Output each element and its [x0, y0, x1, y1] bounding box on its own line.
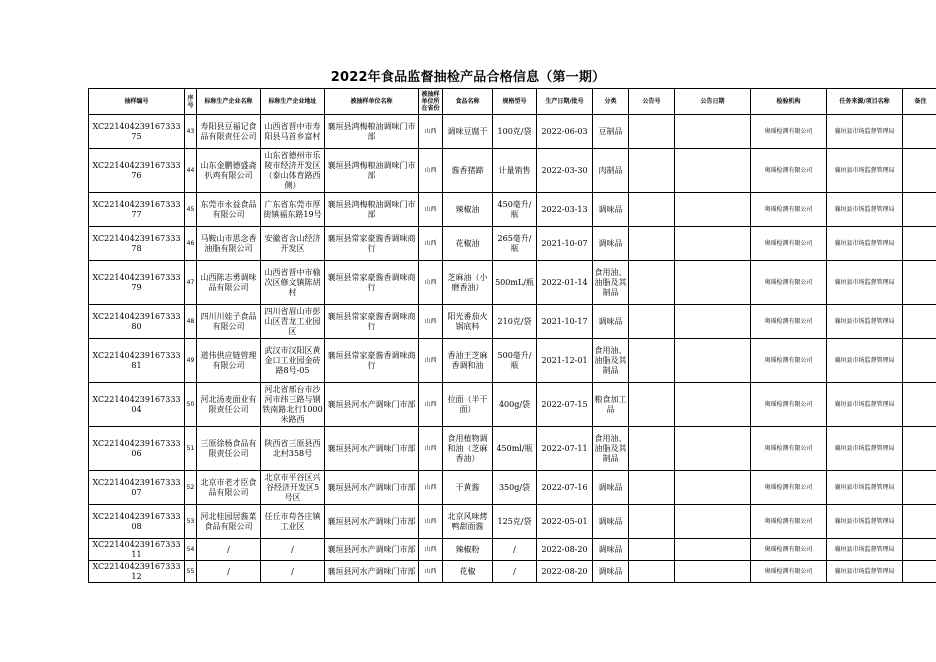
cell-food-name: 辣椒粉: [443, 539, 493, 561]
cell-category: 调味品: [593, 193, 629, 227]
cell-date: 2022-08-20: [537, 539, 593, 561]
table-row: [89, 471, 936, 505]
cell-address: 河北省邢台市沙河市纬三路与钢铁南路北行1000米路西: [261, 383, 325, 427]
cell-notice-no: [629, 505, 675, 539]
cell-spec: 125克/袋: [493, 505, 537, 539]
cell-remark: [903, 193, 936, 227]
cell-notice-date: [675, 539, 751, 561]
cell-address: /: [261, 539, 325, 561]
cell-date: 2022-05-01: [537, 505, 593, 539]
cell-notice-date: [675, 227, 751, 261]
cell-food-name: 阳光番茄火锅底料: [443, 305, 493, 339]
cell-province: 山西: [419, 539, 443, 561]
cell-task-source: 襄垣县市场监督管理局: [827, 305, 903, 339]
cell-lab: 奥瑶检测有限公司: [751, 261, 827, 305]
cell-date: 2022-07-11: [537, 427, 593, 471]
cell-category: 食用油、油脂及其制品: [593, 339, 629, 383]
cell-sampled-unit: 襄垣县常家豪酱香调味商行: [325, 305, 419, 339]
cell-date: 2021-10-07: [537, 227, 593, 261]
table-row: [89, 339, 936, 383]
cell-sampled-unit: 襄垣县常家豪酱香调味商行: [325, 227, 419, 261]
cell-remark: [903, 427, 936, 471]
cell-notice-no: [629, 383, 675, 427]
inspection-table: [88, 88, 936, 583]
cell-address: /: [261, 561, 325, 583]
cell-category: 粮食加工品: [593, 383, 629, 427]
cell-company: 河北桂园居酱菜食品有限公司: [197, 505, 261, 539]
header-notice-no: 公告号: [629, 89, 675, 115]
cell-category: 食用油、油脂及其制品: [593, 261, 629, 305]
header-spec: 规格型号: [493, 89, 537, 115]
cell-address: 广东省东莞市厚街镇福东路19号: [261, 193, 325, 227]
cell-province: 山西: [419, 261, 443, 305]
cell-company: 寿阳县豆福记食品有限责任公司: [197, 115, 261, 149]
header-remark: 备注: [903, 89, 936, 115]
cell-sampled-unit: 襄垣县鸿梅粮油调味门市部: [325, 115, 419, 149]
cell-task-source: 襄垣县市场监督管理局: [827, 261, 903, 305]
table-row: [89, 193, 936, 227]
cell-remark: [903, 539, 936, 561]
cell-province: 山西: [419, 383, 443, 427]
cell-notice-no: [629, 427, 675, 471]
cell-remark: [903, 339, 936, 383]
header-address: 标称生产企业地址: [261, 89, 325, 115]
cell-sample-id: XC22140423916733312: [89, 561, 185, 583]
header-date: 生产日期/批号: [537, 89, 593, 115]
cell-lab: 奥瑶检测有限公司: [751, 305, 827, 339]
cell-notice-date: [675, 339, 751, 383]
cell-seq: 48: [185, 305, 197, 339]
cell-lab: 奥瑶检测有限公司: [751, 227, 827, 261]
table-row: [89, 561, 936, 583]
cell-sampled-unit: 襄垣县河水产调味门市部: [325, 505, 419, 539]
cell-spec: 210克/袋: [493, 305, 537, 339]
cell-category: 调味品: [593, 561, 629, 583]
cell-food-name: 干黄酱: [443, 471, 493, 505]
cell-seq: 45: [185, 193, 197, 227]
cell-sample-id: XC22140423916733381: [89, 339, 185, 383]
cell-sample-id: XC22140423916733308: [89, 505, 185, 539]
cell-food-name: 辣椒油: [443, 193, 493, 227]
cell-category: 调味品: [593, 471, 629, 505]
cell-province: 山西: [419, 193, 443, 227]
header-category: 分类: [593, 89, 629, 115]
cell-notice-no: [629, 539, 675, 561]
cell-notice-no: [629, 339, 675, 383]
cell-date: 2022-07-16: [537, 471, 593, 505]
cell-notice-no: [629, 305, 675, 339]
cell-company: /: [197, 539, 261, 561]
cell-notice-date: [675, 427, 751, 471]
cell-date: 2022-08-20: [537, 561, 593, 583]
cell-seq: 47: [185, 261, 197, 305]
table-row: [89, 149, 936, 193]
cell-task-source: 襄垣县市场监督管理局: [827, 149, 903, 193]
cell-date: 2022-06-03: [537, 115, 593, 149]
cell-food-name: 拉面（半干面）: [443, 383, 493, 427]
cell-sampled-unit: 襄垣县河水产调味门市部: [325, 561, 419, 583]
cell-address: 山西省晋中市榆次区修文镇陈胡村: [261, 261, 325, 305]
cell-address: 安徽省含山经济开发区: [261, 227, 325, 261]
cell-category: 调味品: [593, 227, 629, 261]
cell-category: 豆制品: [593, 115, 629, 149]
cell-address: 四川省眉山市彭山区青龙工业园区: [261, 305, 325, 339]
cell-address: 山东省德州市乐陵市经济开发区（泰山体育路西侧）: [261, 149, 325, 193]
cell-food-name: 调味豆腐干: [443, 115, 493, 149]
cell-sample-id: XC22140423916733376: [89, 149, 185, 193]
cell-province: 山西: [419, 427, 443, 471]
cell-spec: 400g/袋: [493, 383, 537, 427]
cell-notice-no: [629, 471, 675, 505]
cell-address: 陕西省三原县西北村358号: [261, 427, 325, 471]
cell-sample-id: XC22140423916733378: [89, 227, 185, 261]
cell-lab: 奥瑶检测有限公司: [751, 561, 827, 583]
cell-sample-id: XC22140423916733375: [89, 115, 185, 149]
header-lab: 检验机构: [751, 89, 827, 115]
cell-remark: [903, 261, 936, 305]
cell-company: /: [197, 561, 261, 583]
cell-seq: 53: [185, 505, 197, 539]
cell-task-source: 襄垣县市场监督管理局: [827, 561, 903, 583]
cell-sample-id: XC22140423916733377: [89, 193, 185, 227]
cell-notice-date: [675, 383, 751, 427]
table-row: [89, 227, 936, 261]
cell-sample-id: XC22140423916733304: [89, 383, 185, 427]
cell-spec: 350g/袋: [493, 471, 537, 505]
cell-sample-id: XC22140423916733380: [89, 305, 185, 339]
cell-sampled-unit: 襄垣县常家豪酱香调味商行: [325, 261, 419, 305]
cell-seq: 50: [185, 383, 197, 427]
cell-spec: 计量销售: [493, 149, 537, 193]
cell-province: 山西: [419, 339, 443, 383]
cell-lab: 奥瑶检测有限公司: [751, 539, 827, 561]
cell-notice-date: [675, 261, 751, 305]
cell-seq: 55: [185, 561, 197, 583]
cell-seq: 46: [185, 227, 197, 261]
cell-lab: 奥瑶检测有限公司: [751, 339, 827, 383]
cell-date: 2021-10-17: [537, 305, 593, 339]
cell-notice-date: [675, 193, 751, 227]
header-notice-date: 公告日期: [675, 89, 751, 115]
cell-category: 肉制品: [593, 149, 629, 193]
cell-lab: 奥瑶检测有限公司: [751, 427, 827, 471]
document-title: 2022年食品监督抽检产品合格信息（第一期）: [330, 70, 606, 85]
cell-category: 调味品: [593, 505, 629, 539]
cell-sampled-unit: 襄垣县河水产调味门市部: [325, 471, 419, 505]
cell-task-source: 襄垣县市场监督管理局: [827, 115, 903, 149]
table-row: [89, 305, 936, 339]
cell-spec: 265毫升/瓶: [493, 227, 537, 261]
cell-notice-no: [629, 115, 675, 149]
table-row: [89, 261, 936, 305]
cell-remark: [903, 383, 936, 427]
cell-province: 山西: [419, 471, 443, 505]
cell-sampled-unit: 襄垣县鸿梅粮油调味门市部: [325, 149, 419, 193]
cell-task-source: 襄垣县市场监督管理局: [827, 471, 903, 505]
table-row: [89, 505, 936, 539]
cell-remark: [903, 505, 936, 539]
cell-task-source: 襄垣县市场监督管理局: [827, 505, 903, 539]
header-food-name: 食品名称: [443, 89, 493, 115]
cell-sample-id: XC22140423916733306: [89, 427, 185, 471]
cell-address: 任丘市苟各庄镇工业区: [261, 505, 325, 539]
cell-lab: 奥瑶检测有限公司: [751, 471, 827, 505]
cell-province: 山西: [419, 115, 443, 149]
cell-spec: 450ml/瓶: [493, 427, 537, 471]
cell-food-name: 花椒油: [443, 227, 493, 261]
cell-notice-date: [675, 471, 751, 505]
cell-province: 山西: [419, 227, 443, 261]
cell-company: 四川川娃子食品有限公司: [197, 305, 261, 339]
table-row: [89, 539, 936, 561]
cell-company: 河北汤麦面业有限责任公司: [197, 383, 261, 427]
cell-spec: /: [493, 561, 537, 583]
cell-seq: 43: [185, 115, 197, 149]
cell-remark: [903, 149, 936, 193]
cell-seq: 51: [185, 427, 197, 471]
table-row: [89, 115, 936, 149]
table-row: [89, 427, 936, 471]
cell-spec: 450毫升/瓶: [493, 193, 537, 227]
cell-food-name: 花椒: [443, 561, 493, 583]
cell-lab: 奥瑶检测有限公司: [751, 505, 827, 539]
cell-company: 道伟供应链管理有限公司: [197, 339, 261, 383]
cell-food-name: 酱香猪蹄: [443, 149, 493, 193]
cell-task-source: 襄垣县市场监督管理局: [827, 193, 903, 227]
cell-notice-no: [629, 193, 675, 227]
cell-province: 山西: [419, 305, 443, 339]
cell-notice-date: [675, 561, 751, 583]
cell-sample-id: XC22140423916733307: [89, 471, 185, 505]
cell-sampled-unit: 襄垣县河水产调味门市部: [325, 427, 419, 471]
cell-notice-date: [675, 505, 751, 539]
cell-task-source: 襄垣县市场监督管理局: [827, 383, 903, 427]
cell-notice-date: [675, 305, 751, 339]
cell-date: 2021-12-01: [537, 339, 593, 383]
cell-company: 北京市老才臣食品有限公司: [197, 471, 261, 505]
cell-notice-date: [675, 149, 751, 193]
cell-remark: [903, 471, 936, 505]
cell-province: 山西: [419, 561, 443, 583]
cell-lab: 奥瑶检测有限公司: [751, 383, 827, 427]
cell-remark: [903, 115, 936, 149]
cell-notice-no: [629, 149, 675, 193]
header-sampled-unit: 被抽样单位名称: [325, 89, 419, 115]
cell-seq: 49: [185, 339, 197, 383]
cell-task-source: 襄垣县市场监督管理局: [827, 339, 903, 383]
cell-task-source: 襄垣县市场监督管理局: [827, 427, 903, 471]
cell-seq: 54: [185, 539, 197, 561]
header-sample-id: 抽样编号: [89, 89, 185, 115]
cell-food-name: 芝麻油（小磨香油）: [443, 261, 493, 305]
cell-date: 2022-01-14: [537, 261, 593, 305]
cell-date: 2022-07-15: [537, 383, 593, 427]
cell-sampled-unit: 襄垣县河水产调味门市部: [325, 383, 419, 427]
cell-seq: 52: [185, 471, 197, 505]
cell-sample-id: XC22140423916733311: [89, 539, 185, 561]
table-row: [89, 383, 936, 427]
cell-lab: 奥瑶检测有限公司: [751, 149, 827, 193]
cell-food-name: 北京风味烤鸭甜面酱: [443, 505, 493, 539]
cell-remark: [903, 305, 936, 339]
header-row: [89, 89, 936, 115]
header-company: 标称生产企业名称: [197, 89, 261, 115]
cell-sample-id: XC22140423916733379: [89, 261, 185, 305]
cell-remark: [903, 227, 936, 261]
cell-food-name: 食用植物调和油（芝麻香油）: [443, 427, 493, 471]
cell-address: 武汉市汉阳区黄金口工业园金砖路8号-05: [261, 339, 325, 383]
cell-notice-no: [629, 561, 675, 583]
cell-address: 山西省晋中市寿阳县马首乡富村: [261, 115, 325, 149]
cell-remark: [903, 561, 936, 583]
header-province: 被抽样单位所在省份: [419, 89, 443, 115]
cell-notice-date: [675, 115, 751, 149]
cell-company: 山西陈志勇调味品有限公司: [197, 261, 261, 305]
cell-spec: 500mL/瓶: [493, 261, 537, 305]
cell-spec: 500毫升/瓶: [493, 339, 537, 383]
cell-company: 山东金鹏德盛斋扒鸡有限公司: [197, 149, 261, 193]
cell-food-name: 香油王芝麻香调和油: [443, 339, 493, 383]
cell-sampled-unit: 襄垣县鸿梅粮油调味门市部: [325, 193, 419, 227]
header-seq: 序号: [185, 89, 197, 115]
cell-category: 食用油、油脂及其制品: [593, 427, 629, 471]
cell-date: 2022-03-30: [537, 149, 593, 193]
cell-task-source: 襄垣县市场监督管理局: [827, 227, 903, 261]
cell-province: 山西: [419, 505, 443, 539]
cell-seq: 44: [185, 149, 197, 193]
cell-sampled-unit: 襄垣县河水产调味门市部: [325, 539, 419, 561]
cell-company: 马鞍山市思念香油脂有限公司: [197, 227, 261, 261]
cell-company: 三原徐杨食品有限责任公司: [197, 427, 261, 471]
cell-category: 调味品: [593, 305, 629, 339]
cell-notice-no: [629, 227, 675, 261]
cell-spec: /: [493, 539, 537, 561]
cell-lab: 奥瑶检测有限公司: [751, 115, 827, 149]
cell-address: 北京市平谷区兴谷经济开发区5号区: [261, 471, 325, 505]
cell-province: 山西: [419, 149, 443, 193]
cell-lab: 奥瑶检测有限公司: [751, 193, 827, 227]
cell-spec: 100克/袋: [493, 115, 537, 149]
cell-category: 调味品: [593, 539, 629, 561]
cell-sampled-unit: 襄垣县常家豪酱香调味商行: [325, 339, 419, 383]
cell-company: 东莞市永益食品有限公司: [197, 193, 261, 227]
cell-date: 2022-03-13: [537, 193, 593, 227]
header-task-source: 任务来源/项目名称: [827, 89, 903, 115]
cell-notice-no: [629, 261, 675, 305]
cell-task-source: 襄垣县市场监督管理局: [827, 539, 903, 561]
